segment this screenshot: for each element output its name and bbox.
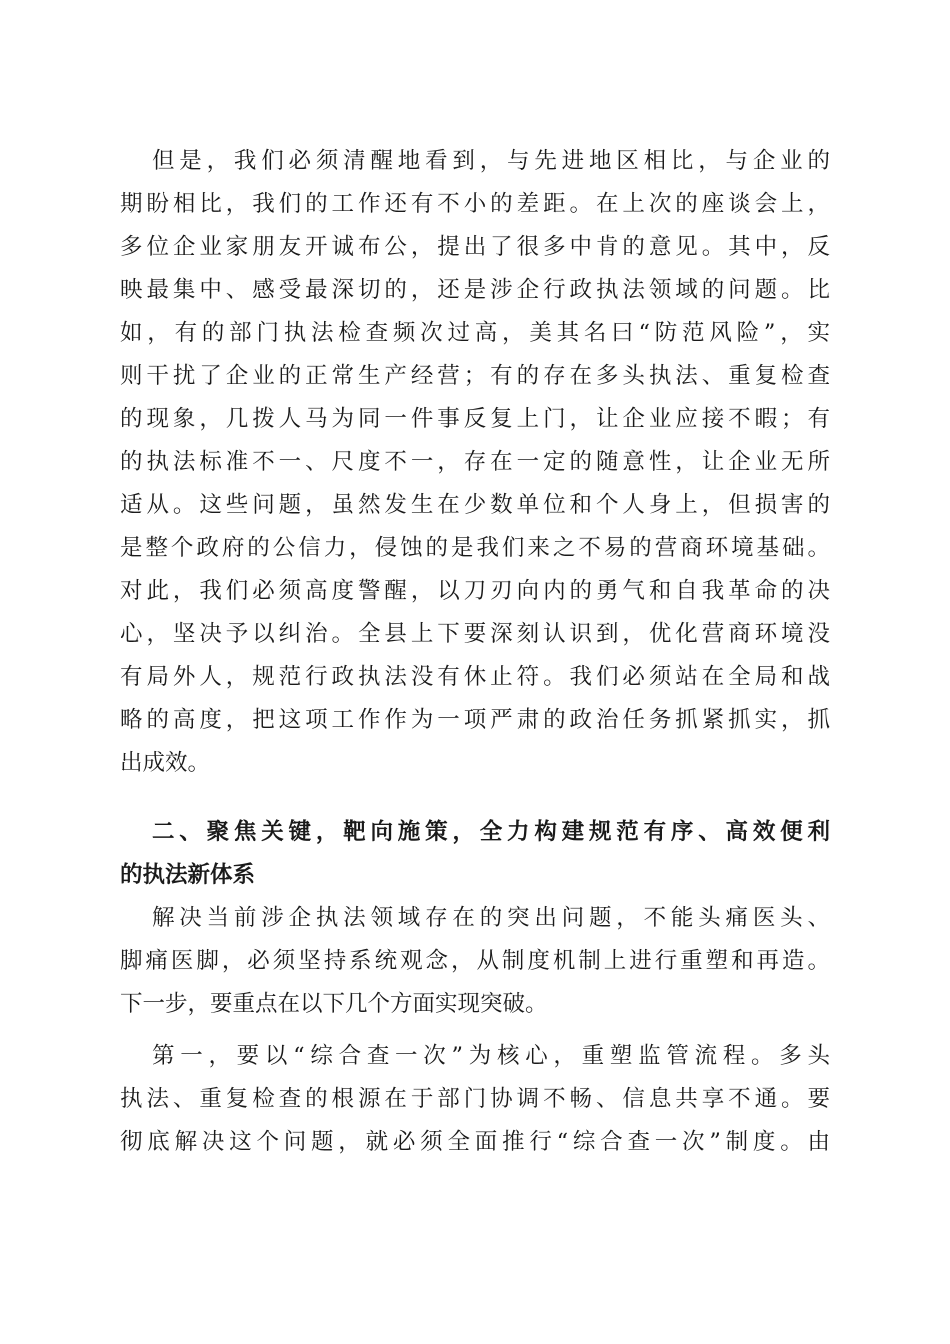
text-line: 出成效。 xyxy=(120,750,211,776)
text-line: 适从。这些问题，虽然发生在少数单位和个人身上，但损害的 xyxy=(120,492,830,518)
text-line: 的现象，几拨人马为同一件事反复上门，让企业应接不暇；有 xyxy=(120,406,830,432)
text-line: 有局外人，规范行政执法没有休止符。我们必须站在全局和战 xyxy=(120,664,830,690)
text-line: 脚痛医脚，必须坚持系统观念，从制度机制上进行重塑和再造。 xyxy=(120,948,830,974)
text-line: 下一步，要重点在以下几个方面实现突破。 xyxy=(120,991,548,1017)
text-line: 如，有的部门执法检查频次过高，美其名曰“防范风险”，实 xyxy=(120,320,830,346)
text-line: 执法、重复检查的根源在于部门协调不畅、信息共享不通。要 xyxy=(120,1086,830,1112)
text-line: 是整个政府的公信力，侵蚀的是我们来之不易的营商环境基础。 xyxy=(120,535,830,561)
heading-line: 二、聚焦关键，靶向施策，全力构建规范有序、高效便利 xyxy=(152,819,830,845)
text-line: 映最集中、感受最深切的，还是涉企行政执法领域的问题。比 xyxy=(120,277,830,303)
text-line: 彻底解决这个问题，就必须全面推行“综合查一次”制度。由 xyxy=(120,1129,830,1155)
text-line: 对此，我们必须高度警醒，以刀刃向内的勇气和自我革命的决 xyxy=(120,578,830,604)
heading-line: 的执法新体系 xyxy=(120,862,256,888)
text-line: 但是，我们必须清醒地看到，与先进地区相比，与企业的 xyxy=(152,148,830,174)
text-line: 期盼相比，我们的工作还有不小的差距。在上次的座谈会上， xyxy=(120,191,830,217)
text-line: 的执法标准不一、尺度不一，存在一定的随意性，让企业无所 xyxy=(120,449,830,475)
text-line: 略的高度，把这项工作作为一项严肃的政治任务抓紧抓实，抓 xyxy=(120,707,830,733)
text-line: 解决当前涉企执法领域存在的突出问题，不能头痛医头、 xyxy=(152,905,830,931)
text-line: 多位企业家朋友开诚布公，提出了很多中肯的意见。其中，反 xyxy=(120,234,830,260)
text-line: 心，坚决予以纠治。全县上下要深刻认识到，优化营商环境没 xyxy=(120,621,830,647)
text-line: 则干扰了企业的正常生产经营；有的存在多头执法、重复检查 xyxy=(120,363,830,389)
text-line: 第一，要以“综合查一次”为核心，重塑监管流程。多头 xyxy=(152,1043,830,1069)
